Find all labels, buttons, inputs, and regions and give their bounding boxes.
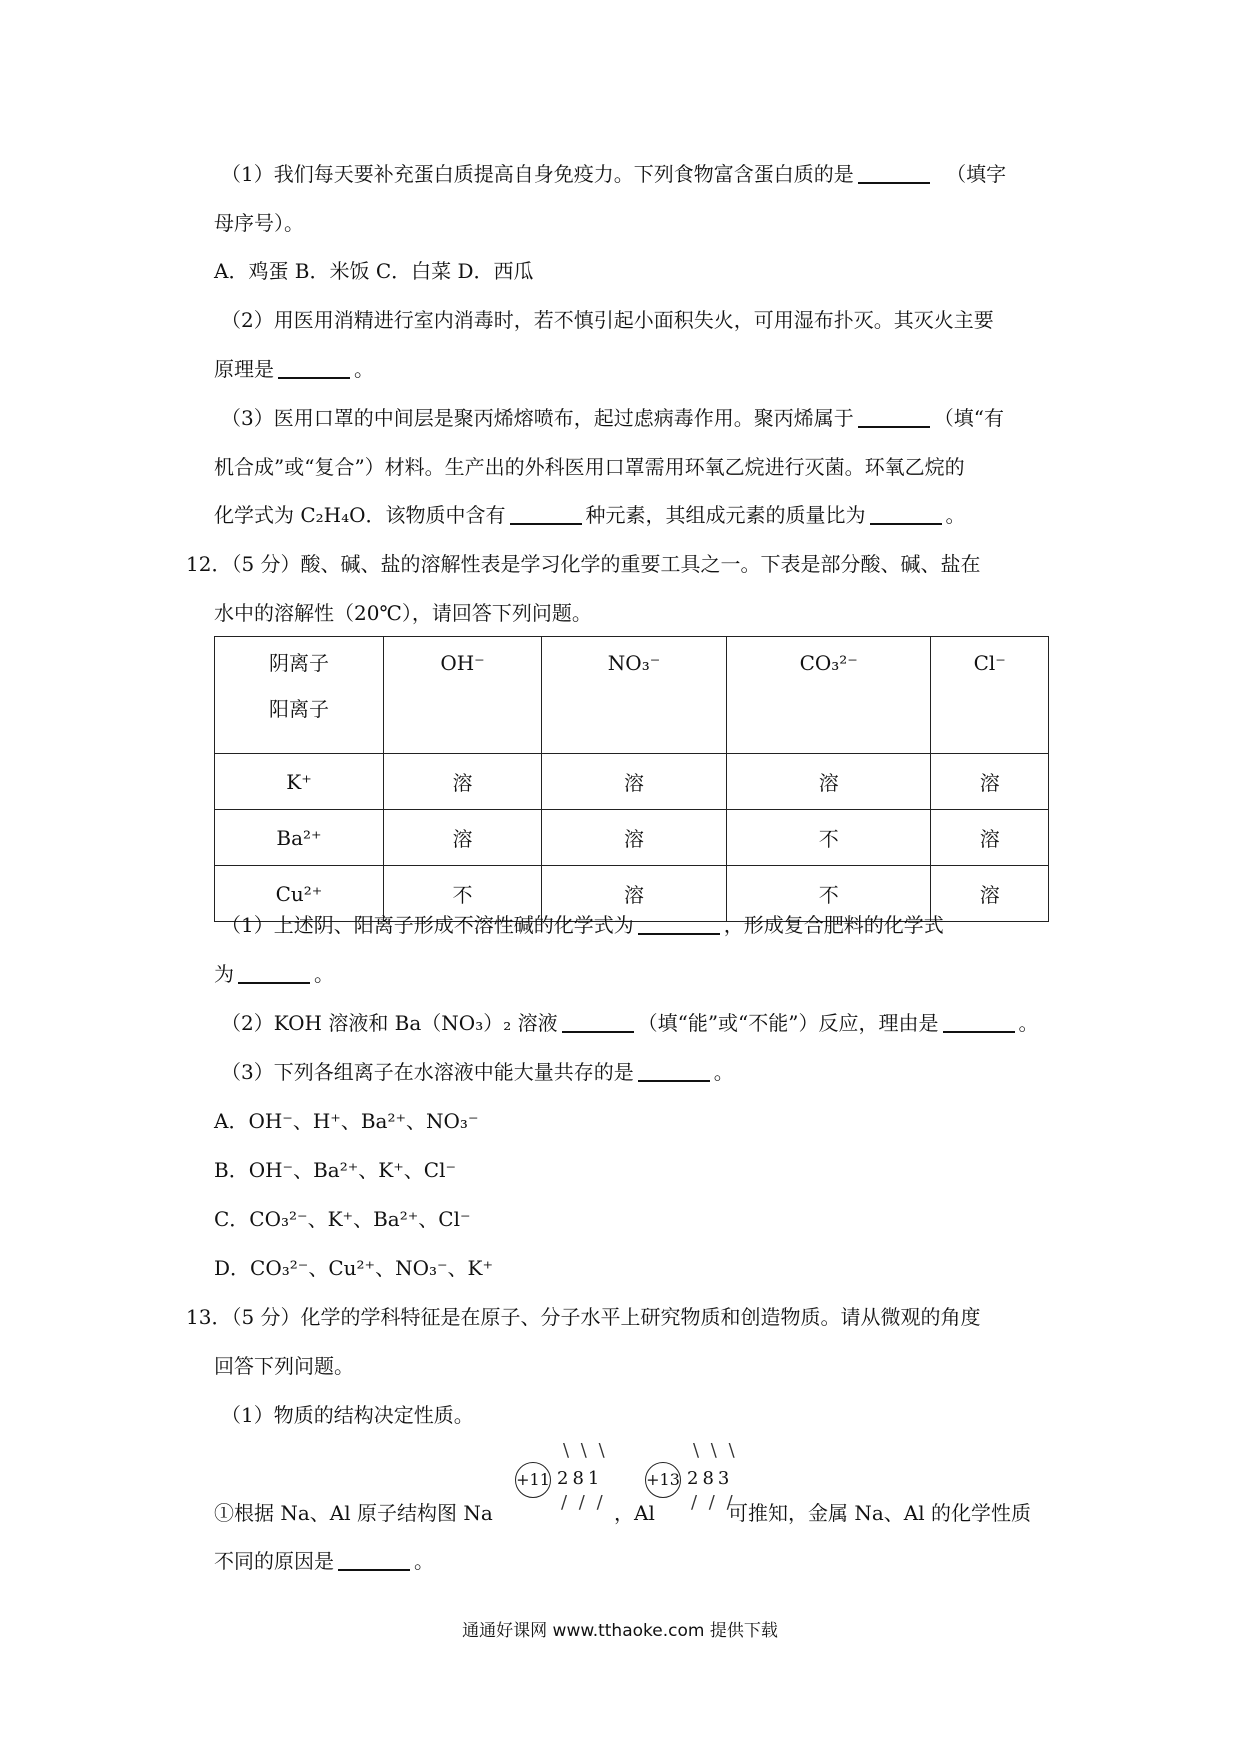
anion-header: CO₃²⁻ [727, 637, 931, 754]
table-row [215, 810, 1049, 866]
table-cell: 不 [727, 810, 931, 866]
na-atom-diagram [515, 1440, 625, 1513]
answer-blank[interactable] [858, 162, 930, 184]
q12-option-d: D．CO₃²⁻、Cu²⁺、NO₃⁻、K⁺ [214, 1256, 494, 1280]
q13-question-end: 。 [414, 1549, 434, 1573]
q12-sub1-line1 [221, 912, 944, 938]
anion-header: OH⁻ [384, 637, 542, 754]
q12-sub3-text: （3）下列各组离子在水溶液中能大量共存的是 [221, 1060, 634, 1084]
answer-blank[interactable] [638, 913, 720, 935]
q13-intro-line2: 回答下列问题。 [214, 1354, 354, 1378]
answer-blank[interactable] [870, 503, 942, 525]
q13-al-label: ，Al [614, 1501, 655, 1525]
table-corner-cell [215, 637, 384, 754]
answer-blank[interactable] [858, 406, 930, 428]
q13-sub1-line2 [214, 1548, 434, 1574]
table-cell: 溶 [931, 754, 1049, 810]
shell-arc-icon: / / / [691, 1492, 736, 1513]
q11-part3-end: 。 [945, 503, 966, 527]
al-electron-shells: 283 [687, 1468, 734, 1489]
q11-part1-hint: （填字 [946, 162, 1007, 186]
q12-option-b: B．OH⁻、Ba²⁺、K⁺、Cl⁻ [214, 1158, 457, 1182]
anion-label: 阴离子 [269, 651, 329, 675]
na-electron-shells: 281 [557, 1468, 604, 1489]
q13-sub1-question [214, 1500, 493, 1526]
na-nucleus: +11 [515, 1462, 551, 1498]
q12-sub1-text3: 为 [214, 962, 234, 986]
q12-intro-line1: 12．（5 分）酸、碱、盐的溶解性表是学习化学的重要工具之一。下表是部分酸、碱、盐在 [186, 552, 981, 576]
page-footer: 通通好课网 www.tthaoke.com 提供下载 [462, 1621, 778, 1641]
shell-arc-icon: / / / [561, 1492, 606, 1513]
anion-header: Cl⁻ [931, 637, 1049, 754]
q12-sub2 [221, 1010, 1039, 1036]
q12-sub1-text: （1）上述阴、阳离子形成不溶性碱的化学式为 [221, 913, 634, 937]
table-header-row [215, 637, 1049, 754]
cation-cell: Ba²⁺ [215, 810, 384, 866]
solubility-table [214, 636, 1049, 922]
q12-sub2-hint: （填“能”或“不能”）反应，理由是 [637, 1011, 939, 1035]
table-row [215, 754, 1049, 810]
q12-sub3 [221, 1059, 734, 1085]
q12-sub1-line2 [214, 961, 334, 987]
q11-part2-end: 。 [354, 357, 374, 381]
q13-question-text2: 可推知，金属 Na、Al 的化学性质 [728, 1501, 1031, 1525]
answer-blank[interactable] [943, 1011, 1015, 1033]
table-cell: 溶 [542, 810, 727, 866]
q11-part3-text: （3）医用口罩的中间层是聚丙烯熔喷布，起过虑病毒作用。聚丙烯属于 [221, 406, 854, 430]
q13-question-text: ①根据 Na、Al 原子结构图 Na [214, 1501, 493, 1525]
q11-part3-ratio: 种元素，其组成元素的质量比为 [585, 503, 866, 527]
answer-blank[interactable] [238, 962, 310, 984]
q12-option-a: A．OH⁻、H⁺、Ba²⁺、NO₃⁻ [214, 1109, 479, 1133]
q12-sub2-text: （2）KOH 溶液和 Ba（NO₃）₂ 溶液 [221, 1011, 558, 1035]
q11-part1-text: （1）我们每天要补充蛋白质提高自身免疫力。下列食物富含蛋白质的是 [221, 162, 854, 186]
q12-sub1-end: 。 [314, 962, 334, 986]
q13-sub1: （1）物质的结构决定性质。 [221, 1403, 474, 1427]
q11-options: A．鸡蛋 B．米饭 C．白菜 D．西瓜 [214, 259, 534, 283]
q11-part1-line1 [221, 161, 1006, 187]
q11-part3-hint: （填“有 [933, 406, 1004, 430]
cation-label: 阳离子 [269, 697, 329, 721]
q11-part2-line1: （2）用医用消精进行室内消毒时，若不慎引起小面积失火，可用湿布扑灭。其灭火主要 [221, 308, 994, 332]
answer-blank[interactable] [338, 1549, 410, 1571]
q11-part2-text: 原理是 [214, 357, 274, 381]
table-cell: 溶 [384, 754, 542, 810]
answer-blank[interactable] [638, 1060, 710, 1082]
q11-part2-line2 [214, 356, 374, 382]
table-cell: 不 [384, 866, 542, 922]
q13-intro-line1: 13．（5 分）化学的学科特征是在原子、分子水平上研究物质和创造物质。请从微观的角度 [186, 1305, 981, 1329]
cation-cell: K⁺ [215, 754, 384, 810]
table-cell: 溶 [384, 810, 542, 866]
answer-blank[interactable] [278, 357, 350, 379]
q11-part3-line2: 机合成”或“复合”）材料。生产出的外科医用口罩需用环氧乙烷进行灭菌。环氧乙烷的 [214, 455, 965, 479]
shell-arc-icon: \ \ \ [693, 1440, 738, 1461]
q11-part3-line1 [221, 405, 1004, 431]
q13-question-text3: 不同的原因是 [214, 1549, 334, 1573]
answer-blank[interactable] [562, 1011, 634, 1033]
cation-cell: Cu²⁺ [215, 866, 384, 922]
q12-sub1-text2: ，形成复合肥料的化学式 [723, 913, 944, 937]
q11-part3-formula: 化学式为 C₂H₄O．该物质中含有 [214, 503, 506, 527]
anion-header: NO₃⁻ [542, 637, 727, 754]
al-nucleus: +13 [645, 1462, 681, 1498]
table-cell: 溶 [931, 866, 1049, 922]
table-cell: 不 [727, 866, 931, 922]
q12-option-c: C．CO₃²⁻、K⁺、Ba²⁺、Cl⁻ [214, 1207, 471, 1231]
shell-arc-icon: \ \ \ [563, 1440, 608, 1461]
q12-sub3-end: 。 [713, 1060, 734, 1084]
q11-part1-line2: 母序号）。 [214, 211, 304, 235]
table-cell: 溶 [727, 754, 931, 810]
table-cell: 溶 [931, 810, 1049, 866]
q11-part3-line3 [214, 502, 966, 528]
q12-intro-line2: 水中的溶解性（20℃），请回答下列问题。 [214, 601, 592, 625]
table-cell: 溶 [542, 754, 727, 810]
table-cell: 溶 [542, 866, 727, 922]
answer-blank[interactable] [510, 503, 582, 525]
q12-sub2-end: 。 [1018, 1011, 1039, 1035]
